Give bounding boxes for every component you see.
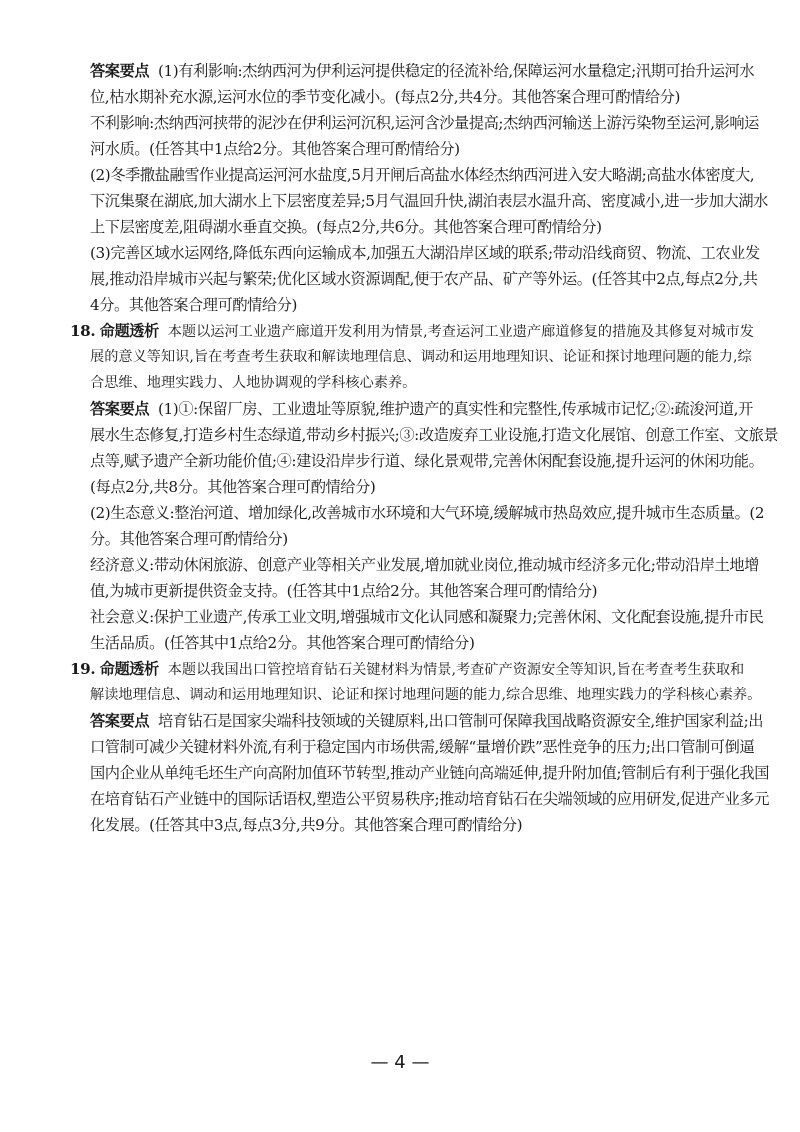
- q18-analysis-line1: [70, 318, 754, 345]
- q18-p2-line6: 生活品质。(任答其中1点给2分。其他答案合理可酌情给分): [90, 634, 475, 652]
- q19-line3: 国内企业从单纯毛坯生产向高附加值环节转型,推动产业链向高端延伸,提升附加值;管制后有利于强化我国: [90, 764, 770, 782]
- answer-label: 答案要点: [90, 712, 150, 730]
- q17-p3-line2: 展,推动沿岸城市兴起与繁荣;优化区域水资源调配,便于农产品、矿产等外运。(任答其中2点,每点2分,共: [90, 270, 758, 288]
- q17-p2-line1: (2)冬季撒盐融雪作业提高运河河水盐度,5月开闸后高盐水体经杰纳西河进入安大略湖;高盐水体密度大,: [90, 166, 755, 184]
- q19-analysis-text1: 本题以我国出口管控培育钻石关键材料为情景,考查矿产资源安全等知识,旨在考查考生获取和: [167, 662, 745, 678]
- q17-answer-line: [90, 58, 755, 84]
- q18-p2-line4: 值,为城市更新提供资金支持。(任答其中1点给2分。其他答案合理可酌情给分): [90, 582, 598, 600]
- q18-p1-line4: (每点2分,共8分。其他答案合理可酌情给分): [90, 478, 376, 496]
- q18-p2-line1: (2)生态意义:整治河道、增加绿化,改善城市水环境和大气环境,缓解城市热岛效应,提升城市生态质量。(2: [90, 504, 765, 522]
- question-number: 18.: [70, 322, 96, 340]
- q19-section: [70, 656, 750, 683]
- q18-analysis-line3: 合思维、地理实践力、人地协调观的学科核心素养。: [90, 375, 417, 391]
- q17-p1-line4: 河水质。(任答其中1点给2分。其他答案合理可酌情给分): [90, 140, 460, 158]
- question-number: 19.: [70, 660, 96, 678]
- q17-p1-line2: 位,枯水期补充水源,运河水位的季节变化减小。(每点2分,共4分。其他答案合理可酌情给分): [90, 88, 680, 106]
- q18-body: [90, 344, 779, 656]
- q18-section: [70, 318, 754, 345]
- analysis-label: 命题透析: [99, 322, 159, 340]
- q18-p2-line2: 分。其他答案合理可酌情给分): [90, 530, 288, 548]
- q17-p3-line3: 4分。其他答案合理可酌情给分): [90, 296, 298, 314]
- q18-p1-line3: 点等,赋予遗产全新功能价值;④:建设沿岸步行道、绿化景观带,完善休闲配套设施,提升运河的休闲功能。: [90, 452, 764, 470]
- q19-line4: 在培育钻石产业链中的国际话语权,塑造公平贸易秩序;推动培育钻石在尖端领域的应用研发,促进产业多元: [90, 790, 770, 808]
- q18-p2-line5: 社会意义:保护工业遗产,传承工业文明,增强城市文化认同感和凝聚力;完善休闲、文化配套设施,提升市民: [90, 608, 764, 626]
- q17-p2-line2: 下沉集聚在湖底,加大湖水上下层密度差异;5月气温回升快,湖泊表层水温升高、密度减小,进一步加大湖水: [90, 192, 768, 210]
- page-number: — 4 —: [370, 1052, 430, 1073]
- analysis-label: 命题透析: [99, 660, 159, 678]
- q17-p3-line1: (3)完善区域水运网络,降低东西向运输成本,加强五大湖沿岸区域的联系;带动沿线商贸、物流、工农业发: [90, 244, 760, 262]
- answer-label: 答案要点: [90, 400, 150, 418]
- q18-p1-line2: 展水生态修复,打造乡村生态绿道,带动乡村振兴;③:改造废弃工业设施,打造文化展馆、创意工作室、文旅景: [90, 426, 779, 444]
- q18-answer-line: [90, 396, 753, 422]
- q19-line5: 化发展。(任答其中3点,每点3分,共9分。其他答案合理可酌情给分): [90, 816, 523, 834]
- q18-p1-line1: (1)①:保留厂房、工业遗址等原貌,维护遗产的真实性和完整性,传承城市记忆;②:疏浚河道,开: [158, 400, 753, 418]
- q18-analysis-text1: 本题以运河工业遗产廊道开发利用为情景,考查运河工业遗产廊道修复的措施及其修复对城市发: [167, 324, 754, 340]
- q18-analysis-line2: 展的意义等知识,旨在考查考生获取和解读地理信息、调动和运用地理知识、论证和探讨地理问题的能力,综: [90, 349, 752, 365]
- q19-answer-line: [90, 708, 764, 734]
- q19-analysis-line2: 解读地理信息、调动和运用地理知识、论证和探讨地理问题的能力,综合思维、地理实践力的学科核心素养。: [90, 687, 762, 703]
- q17-section: [90, 58, 768, 318]
- answer-label: 答案要点: [90, 62, 150, 80]
- q19-line2: 口管制可减少关键材料外流,有利于稳定国内市场供需,缓解“量增价跌”恶性竞争的压力;出口管制可倒逼: [90, 738, 755, 756]
- q17-p2-line3: 上下层密度差,阻碍湖水垂直交换。(每点2分,共6分。其他答案合理可酌情给分): [90, 218, 602, 236]
- q19-analysis-line1: [70, 656, 750, 683]
- q19-body: [90, 682, 770, 838]
- q17-p1-line3: 不利影响:杰纳西河挟带的泥沙在伊利运河沉积,运河含沙量提高;杰纳西河输送上游污染物至运河,影响运: [90, 114, 759, 132]
- q18-p2-line3: 经济意义:带动休闲旅游、创意产业等相关产业发展,增加就业岗位,推动城市经济多元化;带动沿岸土地增: [90, 556, 759, 574]
- q17-p1-line1: (1)有利影响:杰纳西河为伊利运河提供稳定的径流补给,保障运河水量稳定;汛期可抬升运河水: [158, 62, 755, 80]
- q19-line1: 培育钻石是国家尖端科技领域的关键原料,出口管制可保障我国战略资源安全,维护国家利益;出: [158, 712, 764, 730]
